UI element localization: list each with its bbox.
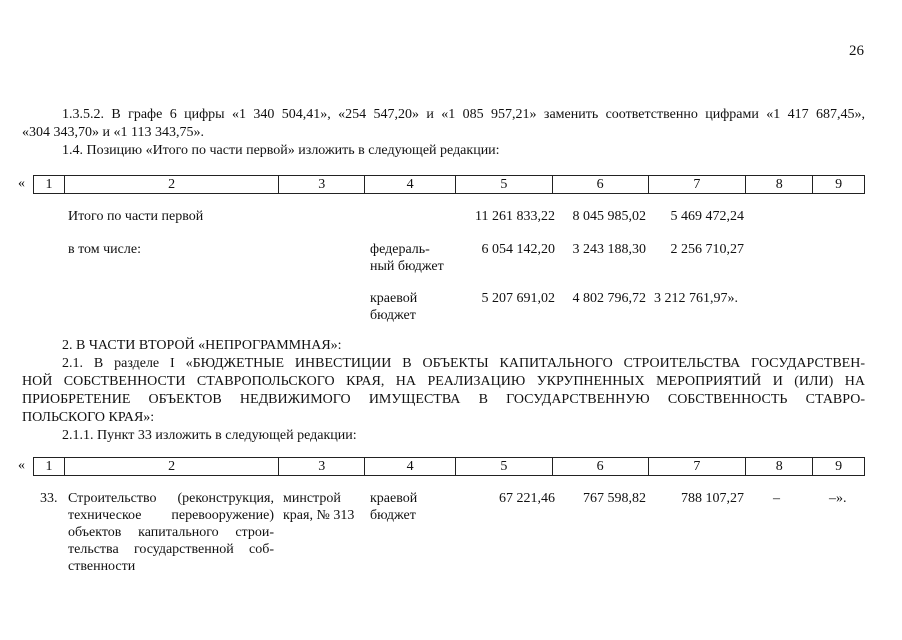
paragraph-1-3-5-2-line2: «304 343,70» и «1 113 343,75». xyxy=(22,125,204,140)
regional-budget-line1: краевой xyxy=(370,291,418,306)
including-label: в том числе: xyxy=(68,242,141,257)
header2-col-9: 9 xyxy=(835,459,843,474)
section-2-1-line2: НОЙ СОБСТВЕННОСТИ СТАВРОПОЛЬСКОГО КРАЯ, НА РЕАЛИЗАЦИЮ УКРУПНЕННЫХ МЕРОПРИЯТИЙ И (ИЛИ) НА xyxy=(22,374,865,389)
header2-col-5: 5 xyxy=(456,458,553,475)
item-33-budget-line1: краевой xyxy=(370,491,418,506)
federal-col7: 2 256 710,27 xyxy=(670,242,744,257)
header-col-1: 1 xyxy=(34,176,65,193)
section-2-title: 2. В ЧАСТИ ВТОРОЙ «НЕПРОГРАММНАЯ»: xyxy=(62,338,342,353)
item-33-description-line2: техническое перевооружение) xyxy=(68,508,274,523)
federal-col6: 3 243 188,30 xyxy=(572,242,646,257)
header-col-4: 4 xyxy=(365,176,456,193)
section-2-1-line4: ПОЛЬСКОГО КРАЯ»: xyxy=(22,410,155,425)
header-col-3: 3 xyxy=(279,176,365,193)
header2-col-7: 7 xyxy=(649,458,747,475)
header2-col-1: 1 xyxy=(34,458,65,475)
total-col6: 8 045 985,02 xyxy=(572,209,646,224)
item-33-description-line4: тельства государственной соб- xyxy=(68,542,274,557)
section-2-1-line1: 2.1. В разделе I «БЮДЖЕТНЫЕ ИНВЕСТИЦИИ В ОБЪЕКТЫ КАПИТАЛЬНОГО СТРОИТЕЛЬСТВА ГОСУДАРСТВЕН- xyxy=(62,356,865,371)
total-col5: 11 261 833,22 xyxy=(475,209,555,224)
total-label: Итого по части первой xyxy=(68,209,204,224)
header-col-9: 9 xyxy=(835,177,843,192)
item-33-col5: 67 221,46 xyxy=(499,491,555,506)
regional-col6: 4 802 796,72 xyxy=(572,291,646,306)
regional-budget-line2: бюджет xyxy=(370,308,416,323)
paragraph-1-3-5-2-line1: 1.3.5.2. В графе 6 цифры «1 340 504,41», «254 547,20» и «1 085 957,21» заменить соответственно цифрами «1 417 687,45», xyxy=(62,107,865,122)
header-col-2: 2 xyxy=(65,176,279,193)
table-header-row-2 xyxy=(33,457,865,476)
table-header-row xyxy=(33,175,865,194)
federal-budget-line2: ный бюджет xyxy=(370,259,444,274)
regional-col7: 3 212 761,97». xyxy=(654,291,738,306)
quote-open-mark-2: « xyxy=(18,458,25,473)
paragraph-1-4: 1.4. Позицию «Итого по части первой» изложить в следующей редакции: xyxy=(62,143,500,158)
item-33-description-line1: Строительство (реконструкция, xyxy=(68,491,274,506)
item-33-ministry-line2: края, № 313 xyxy=(283,508,355,523)
header-col-6: 6 xyxy=(553,176,649,193)
quote-open-mark: « xyxy=(18,176,25,191)
header2-col-3: 3 xyxy=(279,458,365,475)
item-33-description-line3: объектов капитального строи- xyxy=(68,525,274,540)
header-col-5: 5 xyxy=(456,176,553,193)
header-col-8: 8 xyxy=(746,176,813,193)
section-2-1-line3: ПРИОБРЕТЕНИЕ ОБЪЕКТОВ НЕДВИЖИМОГО ИМУЩЕСТВА В ГОСУДАРСТВЕННУЮ СОБСТВЕННОСТЬ СТАВРО- xyxy=(22,392,865,407)
item-33-ministry-line1: минстрой xyxy=(283,491,341,506)
header2-col-2: 2 xyxy=(65,458,279,475)
total-col7: 5 469 472,24 xyxy=(670,209,744,224)
regional-col5: 5 207 691,02 xyxy=(481,291,555,306)
item-33-number: 33. xyxy=(40,491,58,506)
page-number: 26 xyxy=(849,43,864,59)
item-33-col7: 788 107,27 xyxy=(681,491,744,506)
item-33-col8: – xyxy=(773,491,780,506)
header2-col-6: 6 xyxy=(553,458,649,475)
federal-budget-line1: федераль- xyxy=(370,242,430,257)
item-33-budget-line2: бюджет xyxy=(370,508,416,523)
header-col-7: 7 xyxy=(649,176,747,193)
item-33-description-line5: ственности xyxy=(68,559,136,574)
federal-col5: 6 054 142,20 xyxy=(481,242,555,257)
header2-col-4: 4 xyxy=(365,458,456,475)
paragraph-2-1-1: 2.1.1. Пункт 33 изложить в следующей редакции: xyxy=(62,428,357,443)
item-33-col6: 767 598,82 xyxy=(583,491,646,506)
header2-col-8: 8 xyxy=(746,458,813,475)
item-33-col9: –». xyxy=(829,491,847,506)
